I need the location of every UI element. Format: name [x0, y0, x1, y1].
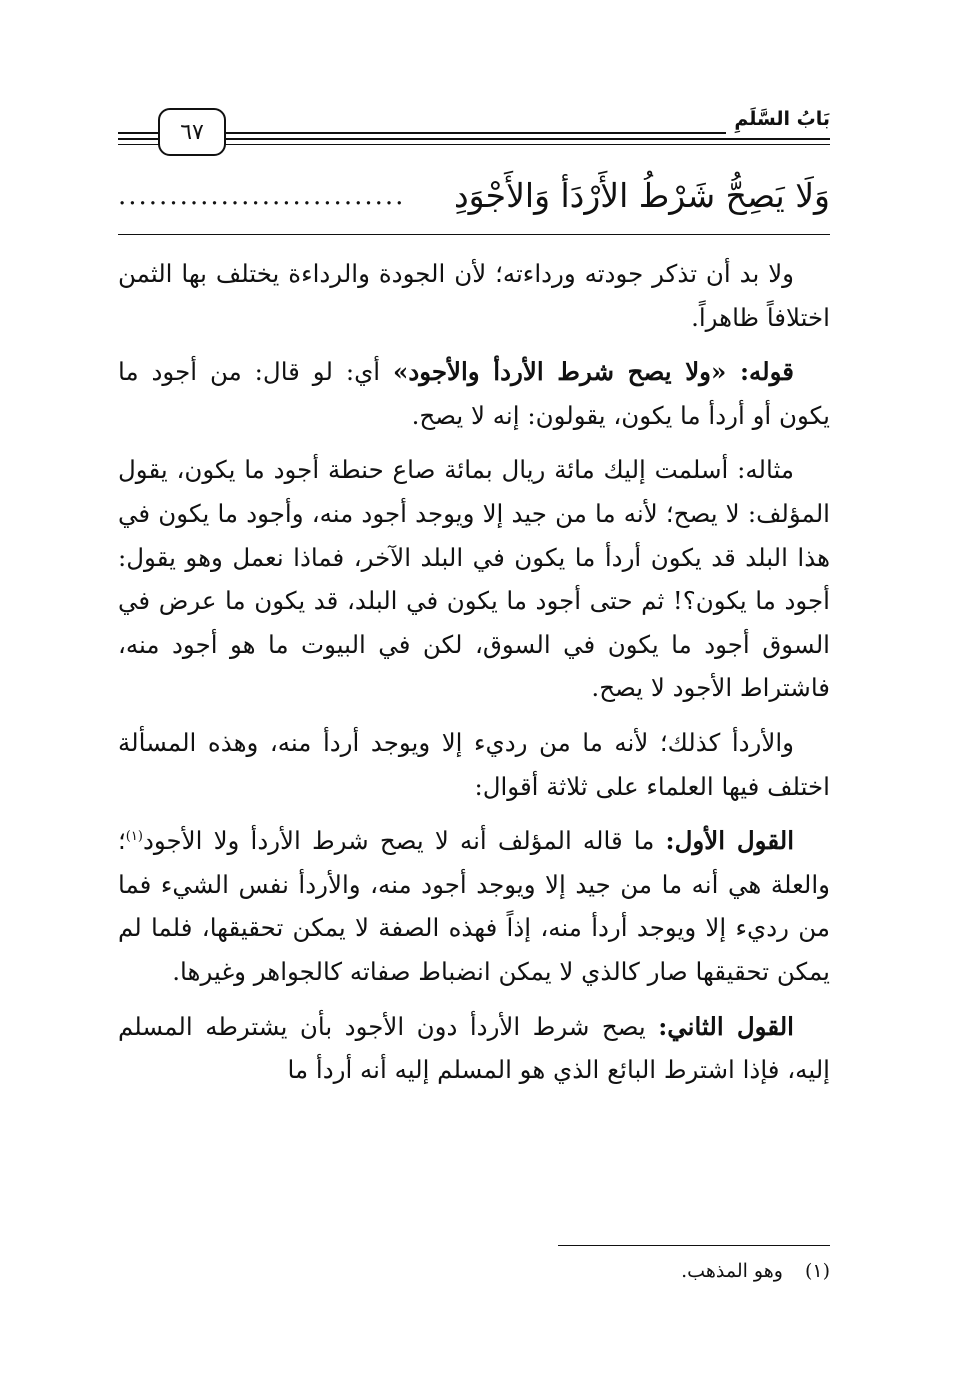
- footnote-number: (١): [804, 1260, 830, 1282]
- matn-line: [118, 166, 830, 226]
- page-number: ٦٧: [158, 108, 226, 156]
- paragraph: [118, 1005, 830, 1092]
- paragraph: [118, 819, 830, 993]
- paragraph-lead: قوله: «ولا يصح شرط الأردأ والأجود»: [393, 357, 794, 387]
- paragraph-lead: القول الأول:: [665, 826, 795, 856]
- paragraph: [118, 252, 830, 339]
- paragraph-text: ؛ والعلة هي أنه ما من جيد إلا ويوجد أجود منه، والأردأ نفس الشيء فما من رديء إلا ويوجد أردأ منه، إذاً فهذه الصفة لا يمكن تحقيقها، فلما لم يمكن تحقيقها صار كالذي لا يمكن انضباط صفاته كالجواهر وغيرها.: [118, 826, 830, 986]
- page-header: [118, 104, 830, 156]
- matn-text: وَلَا يَصِحُّ شَرْطُ الأَرْدَأ وَالأَجْوَدِ: [453, 176, 830, 215]
- body-text: [118, 252, 830, 1103]
- paragraph-text: أي: لو قال: من أجود ما يكون أو أردأ ما يكون، يقولون: إنه لا يصح.: [118, 357, 830, 430]
- paragraph-text: ما قاله المؤلف أنه لا يصح شرط الأردأ ولا الأجود: [142, 826, 666, 856]
- paragraph-text: يصح شرط الأردأ دون الأجود بأن يشترطه المسلم إليه، فإذا اشترط البائع الذي هو المسلم إليه أنه أردأ ما: [118, 1011, 830, 1085]
- matn-dots: ............................: [118, 181, 406, 211]
- matn-divider: [118, 234, 830, 235]
- paragraph-text: ولا بد أن تذكر جودته ورداءته؛ لأن الجودة والرداءة يختلف بها الثمن اختلافاً ظاهراً.: [118, 259, 830, 332]
- chapter-title: بَابُ السَّلَمِ: [726, 104, 830, 134]
- paragraph-text: والأردأ كذلك؛ لأنه ما من رديء إلا ويوجد أردأ منه، وهذه المسألة اختلف فيها العلماء على ثلاثة أقوال:: [118, 727, 830, 801]
- paragraph: [118, 721, 830, 808]
- footnote-marker[interactable]: (١): [125, 828, 143, 844]
- footnote-text: وهو المذهب.: [681, 1260, 783, 1282]
- paragraph-text: مثاله: أسلمت إليك مائة ريال بمائة صاع حنطة أجود ما يكون، يقول المؤلف: لا يصح؛ لأنه ما من جيد إلا ويوجد أجود منه، وأجود ما يكون في هذا البلد قد يكون أردأ ما يكون في البلد الآخر، فماذا نعمل وهو يقول: أجود ما يكون؟! ثم حتى أجود ما يكون في البلد، قد يكون ما عرض في السوق أجود ما يكون في السوق، لكن في البيوت ما هو أجود منه، فاشتراط الأجود لا يصح.: [118, 455, 830, 703]
- paragraph-lead: القول الثاني:: [658, 1011, 794, 1041]
- paragraph: [118, 350, 830, 437]
- footnote-divider: [558, 1245, 830, 1246]
- footnote: [681, 1256, 830, 1286]
- paragraph: [118, 448, 830, 710]
